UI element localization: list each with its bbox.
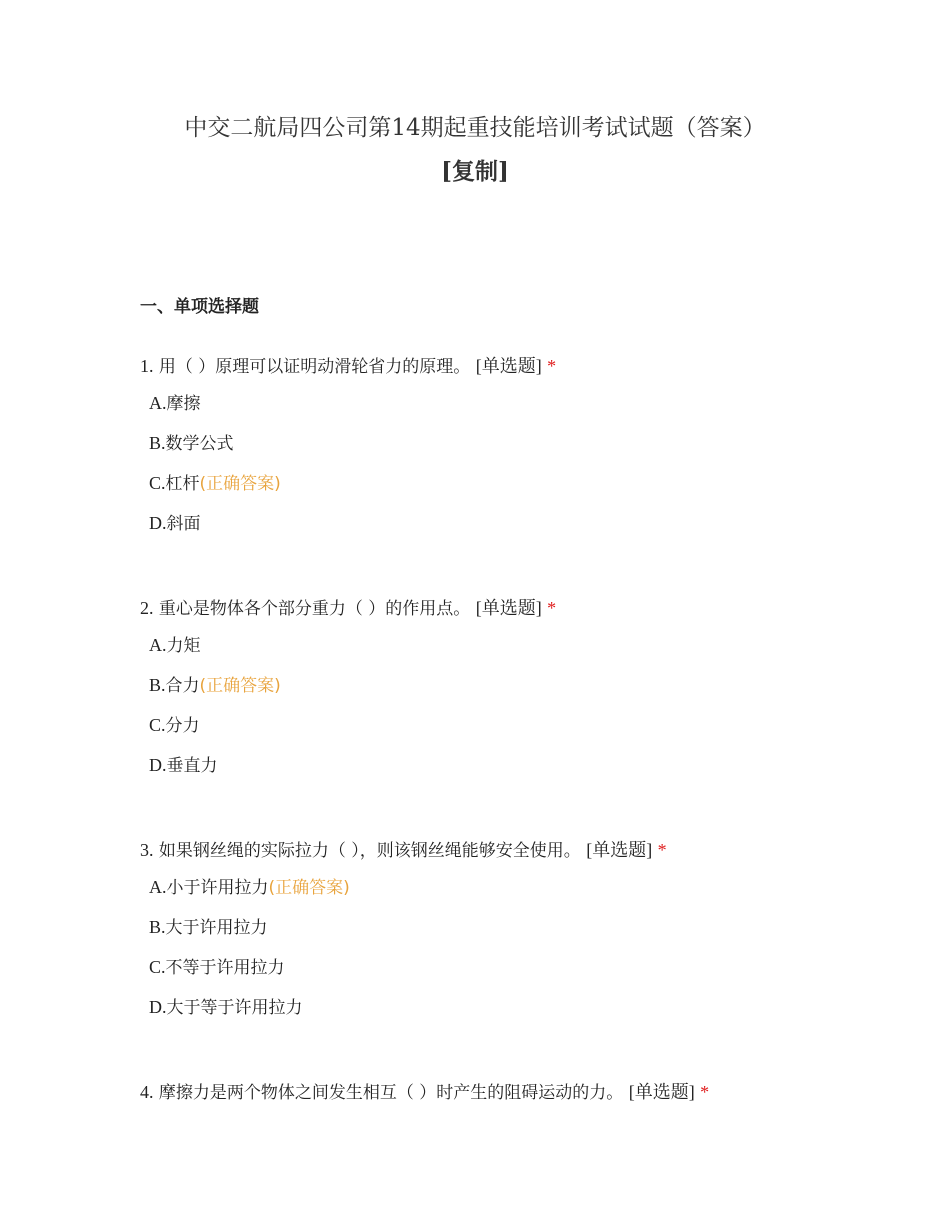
option-letter: C.	[149, 957, 166, 977]
document-title	[100, 106, 850, 194]
answer-option	[149, 392, 840, 414]
option-letter: D.	[149, 997, 167, 1017]
answer-option	[149, 754, 840, 776]
correct-answer-label: (正确答案)	[199, 676, 281, 696]
option-text: 摩擦	[166, 394, 201, 414]
section-title: 一、单项选择题	[140, 297, 259, 317]
correct-answer-label: (正确答案)	[268, 878, 350, 898]
answer-option	[149, 714, 840, 736]
option-letter: D.	[149, 513, 167, 533]
option-list	[140, 634, 840, 776]
required-asterisk: *	[547, 598, 557, 618]
option-letter: D.	[149, 755, 167, 775]
answer-option	[149, 956, 840, 978]
option-letter: A.	[149, 635, 167, 655]
answer-option	[149, 876, 840, 898]
title-line-2: [复制]	[441, 158, 509, 185]
option-letter: C.	[149, 715, 166, 735]
option-letter: B.	[149, 433, 166, 453]
option-text: 垂直力	[166, 756, 218, 776]
option-text: 杠杆	[165, 474, 200, 494]
answer-option	[149, 432, 840, 454]
question-item	[140, 355, 840, 552]
question-stem	[140, 597, 840, 619]
question-item	[140, 839, 840, 1036]
option-text: 不等于许用拉力	[165, 958, 285, 978]
option-text: 小于许用拉力	[166, 878, 269, 898]
question-stem	[140, 839, 840, 861]
option-letter: A.	[149, 393, 167, 413]
question-text: 摩擦力是两个物体之间发生相互（ ）时产生的阻碍运动的力。	[158, 1083, 624, 1103]
answer-option	[149, 512, 840, 534]
question-type-label: [单选题]	[586, 840, 653, 860]
option-text: 大于许用拉力	[165, 918, 268, 938]
option-text: 分力	[165, 716, 200, 736]
title-line-1: 中交二航局四公司第14期起重技能培训考试试题（答案）	[184, 115, 766, 141]
required-asterisk: *	[547, 356, 557, 376]
answer-option	[149, 674, 840, 696]
option-letter: B.	[149, 917, 166, 937]
answer-option	[149, 472, 840, 494]
question-type-label: [单选题]	[475, 598, 542, 618]
question-item	[140, 597, 840, 794]
option-letter: A.	[149, 877, 167, 897]
option-letter: B.	[149, 675, 166, 695]
question-number: 4.	[140, 1082, 154, 1102]
required-asterisk: *	[657, 840, 667, 860]
question-item	[140, 1081, 840, 1103]
option-text: 力矩	[166, 636, 201, 656]
required-asterisk: *	[700, 1082, 710, 1102]
question-stem	[140, 1081, 840, 1103]
option-list	[140, 392, 840, 534]
question-number: 2.	[140, 598, 154, 618]
correct-answer-label: (正确答案)	[199, 474, 281, 494]
question-number: 3.	[140, 840, 154, 860]
option-list	[140, 876, 840, 1018]
option-text: 斜面	[166, 514, 201, 534]
question-type-label: [单选题]	[475, 356, 542, 376]
question-number: 1.	[140, 356, 154, 376]
option-text: 数学公式	[165, 434, 234, 454]
question-text: 用（ ）原理可以证明动滑轮省力的原理。	[158, 357, 471, 377]
answer-option	[149, 996, 840, 1018]
option-letter: C.	[149, 473, 166, 493]
answer-option	[149, 634, 840, 656]
question-text: 如果钢丝绳的实际拉力（ ），则该钢丝绳能够安全使用。	[158, 841, 581, 861]
question-stem	[140, 355, 840, 377]
question-type-label: [单选题]	[628, 1082, 695, 1102]
option-text: 合力	[165, 676, 200, 696]
answer-option	[149, 916, 840, 938]
option-text: 大于等于许用拉力	[166, 998, 303, 1018]
question-text: 重心是物体各个部分重力（ ）的作用点。	[158, 599, 471, 619]
